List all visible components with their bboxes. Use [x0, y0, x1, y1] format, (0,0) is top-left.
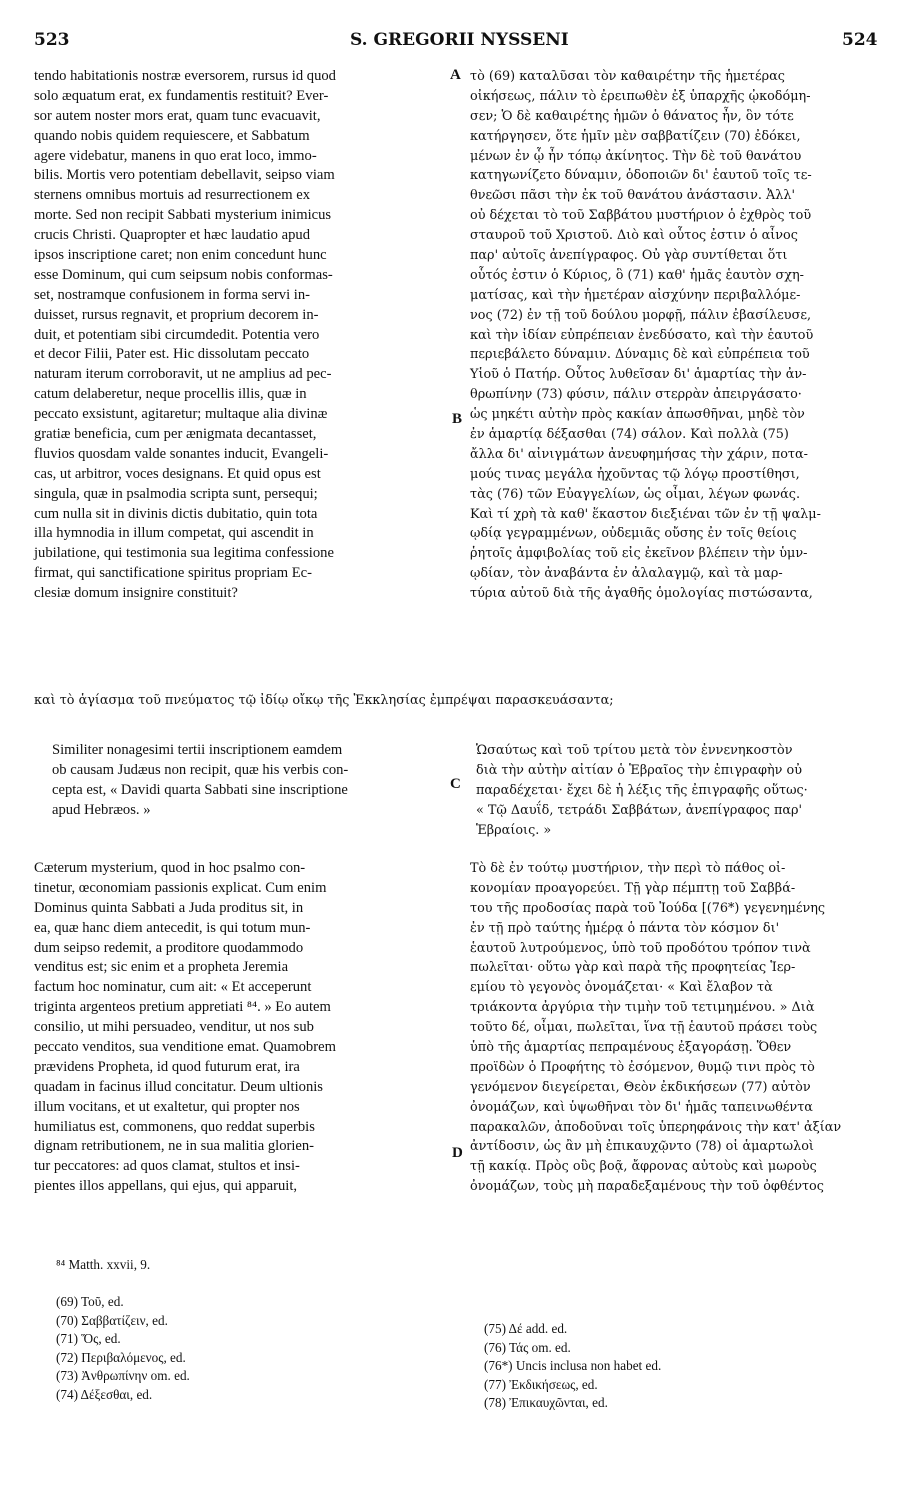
latin-column-3	[34, 859, 336, 1197]
text-line: ὀνομάζων, τοὺς μὴ παραδεξαμένους τὴν τοῦ ὀφθέντος	[470, 1179, 824, 1195]
text-line: quadam in facinus illud concitatur. Deum ultionis	[34, 1078, 323, 1095]
text-line: cum nulla sit in divinis dictis dubitatio, quin tota	[34, 505, 318, 522]
text-line: προϊδὼν ὁ Προφήτης τὸ ἐσόμενον, θυμῷ τινι πρὸς τὸ	[470, 1059, 815, 1075]
text-line: (77) Ἐκδικήσεως, ed.	[484, 1376, 598, 1392]
text-line: morte. Sed non recipit Sabbati mysterium inimicus	[34, 207, 332, 224]
text-line: εμίου τὸ γεγονὸς ὀνομάζεται· « Καὶ ἔλαβον τὰ	[470, 980, 773, 996]
text-line: duit, et potentiam sibi circumdedit. Potentia vero	[34, 326, 320, 343]
greek-column-3	[470, 859, 841, 1197]
text-line: catum delaberetur, neque procellis illis, quæ in	[34, 386, 307, 403]
text-line: (78) Ἐπικαυχῶνται, ed.	[484, 1395, 608, 1411]
scripture-footnote: ⁸⁴ Matth. xxvii, 9.	[56, 1257, 151, 1272]
text-line: κατήργησεν, ὅτε ἡμῖν μὲν σαββατίζειν (70) ἐδόκει,	[470, 128, 801, 144]
text-line: τύρια αὐτοῦ διὰ τῆς ἀγαθῆς ὁμολογίας πιστώσαντα,	[470, 586, 813, 602]
text-line: dignam retributionem, ne in sua malitia glorien-	[34, 1138, 315, 1155]
text-line: sor autem noster mors erat, quam tunc evacuavit,	[34, 107, 321, 124]
text-line: ἄλλα δι' αἰνιγμάτων ἀνευφημήσας τὴν χάριν, ποτα-	[470, 446, 808, 462]
text-line: ἀντίδοσιν, ὡς ἂν μὴ ἐπικαυχῷντο (78) οἱ ἁμαρτωλοὶ	[470, 1139, 814, 1155]
text-line: agere videbatur, manens in quo erat loco, immo-	[34, 147, 317, 164]
text-line: set, nostramque confusionem in forma servi in-	[34, 286, 310, 303]
text-line: peccato exsistunt, agitaretur; multaque alia divinæ	[34, 406, 328, 423]
text-line: et decor Filii, Pater est. Hic dissolutam peccato	[34, 346, 310, 363]
right-page-number: 524	[842, 30, 878, 50]
text-line: duisset, rursus regnavit, et proprium decorem in-	[34, 306, 319, 323]
text-line: παρακαλῶν, ἀποδοῦναι τοῖς ὑπερηφάνοις τὴν κατ' ἀξίαν	[470, 1119, 842, 1135]
text-line: ῳδίαν, τὸν ἀναβάντα ἐν ἀλαλαγμῷ, καὶ τὰ μαρ-	[470, 566, 783, 582]
text-line: ἐν τῇ πρὸ ταύτης ἡμέρᾳ ὁ πάντα τὸν κόσμον δι'	[470, 920, 780, 936]
text-line: clesiæ domum insignire constituit?	[34, 585, 238, 602]
text-line: venditus est; sic enim et a propheta Jeremia	[34, 959, 289, 976]
footnotes-right	[484, 1320, 661, 1413]
running-title: S. GREGORII NYSSENI	[350, 30, 569, 50]
text-line: (76*) Uncis inclusa non habet ed.	[484, 1358, 662, 1374]
text-line: Dominus quinta Sabbati a Juda proditus sit, in	[34, 899, 304, 916]
text-line: (69) Τοῦ, ed.	[56, 1294, 124, 1309]
text-line: sternens omnibus mortuis ad resurrectionem ex	[34, 187, 310, 204]
text-line: σταυροῦ τοῦ Χριστοῦ. Διὸ καὶ οὗτος ἐστιν ὁ αἶνος	[470, 228, 798, 244]
text-line: crucis Christi. Quapropter et hæc laudatio apud	[34, 227, 310, 244]
text-line: jubilatione, qui testimonia sua legitima confessione	[34, 545, 334, 562]
text-line: triginta argenteos pretium appretiati ⁸⁴. » Eo autem	[34, 999, 331, 1016]
text-line: ἐν ἁμαρτίᾳ δέξασθαι (74) σάλον. Καὶ πολλὰ (75)	[470, 427, 789, 443]
text-line: bilis. Mortis vero potentiam debellavit, seipso viam	[34, 167, 335, 184]
text-line: ματίσας, καὶ τὴν ἡμετέραν αἰσχύνην περιβαλλόμε-	[470, 287, 801, 303]
greek-column-1	[470, 67, 821, 604]
text-line: « Τῷ Δαυΐδ, τετράδι Σαββάτων, ἀνεπίγραφος παρ'	[476, 802, 803, 818]
text-line: prævidens Propheta, id quod futurum erat, ira	[34, 1058, 300, 1075]
text-line: (73) Ἀνθρωπίνην om. ed.	[56, 1368, 190, 1384]
text-line: Υἱοῦ ὁ Πατήρ. Οὗτος λυθεῖσαν δι' ἁμαρτίας τὴν ἀν-	[470, 367, 807, 383]
text-line: Ὡσαύτως καὶ τοῦ τρίτου μετὰ τὸν ἐννενηκοστὸν	[476, 743, 793, 758]
text-line: quando nobis quidem requiescere, et Sabbatum	[34, 127, 310, 144]
text-line: ἑαυτοῦ λυτρούμενος, ὑπὸ τοῦ προδότου τρόπον τινὰ	[470, 940, 811, 956]
text-line: οἰκήσεως, πάλιν τὸ ἐρειπωθὲν ἐξ ὑπαρχῆς ᾠκοδόμη-	[470, 88, 811, 104]
text-line: νος (72) ἐν τῇ τοῦ δούλου μορφῇ, πάλιν ἐβασίλευσε,	[470, 307, 812, 323]
text-line: (74) Δέξεσθαι, ed.	[56, 1386, 153, 1402]
text-line: Similiter nonagesimi tertii inscriptionem eamdem	[52, 742, 343, 758]
text-line: ὀνομάζων, καὶ ὑψωθῆναι τὸν δι' ἡμᾶς ταπεινωθέντα	[470, 1099, 813, 1115]
text-line: μένων ἐν ᾧ ἦν τόπῳ ἀκίνητος. Τὴν δὲ τοῦ θανάτου	[470, 148, 802, 164]
latin-column-2	[52, 741, 348, 821]
text-line: solo æquatum erat, ex fundamentis restituit? Ever-	[34, 87, 329, 104]
text-line: τῇ κακίᾳ. Πρὸς οὓς βοᾷ, ἄφρονας αὐτοὺς καὶ μωροὺς	[470, 1159, 817, 1175]
text-line: ῥητοῖς ἀμφιβολίας τοῦ εἰς ἐκεῖνον βλέπειν τὴν ὑμν-	[470, 546, 808, 562]
text-line: illa hymnodia in illum competat, qui ascendit in	[34, 525, 314, 542]
text-line: illum vocitans, et ut exaltetur, qui propter nos	[34, 1098, 300, 1115]
text-line: ὡς μηκέτι αὐτὴν πρὸς κακίαν ἀπωσθῆναι, μηδὲ τὸν	[470, 407, 805, 423]
text-line: consilio, ut mihi persuadeo, venditur, ut nos sub	[34, 1019, 314, 1036]
text-line: humiliatus est, commonens, quo reddat superbis	[34, 1118, 315, 1135]
text-line: κατηγωνίζετο δύναμιν, ὁδοποιῶν δι' ἑαυτοῦ τοῖς τε-	[470, 168, 812, 184]
text-line: dum seipso redemit, a proditore quodammodo	[34, 939, 304, 956]
text-line: cepta est, « Davidi quarta Sabbati sine inscriptione	[52, 781, 348, 798]
text-line: esse Dominum, qui cum seipsum nobis conformas-	[34, 266, 333, 283]
text-line: singula, quæ in psalmodia scripta sunt, persequi;	[34, 485, 318, 502]
text-line: ῳδίᾳ γεγραμμένων, οὐδεμιᾶς οὔσης ἐν τοῖς θείοις	[470, 526, 797, 542]
greek-column-2	[476, 741, 808, 840]
text-line: θνεῶσι πᾶσι τὴν ἐκ τοῦ θανάτου ἀνάστασιν. Ἀλλ'	[470, 188, 795, 204]
text-line: factum hoc nominatur, cum ait: « Et acceperunt	[34, 979, 312, 996]
text-line: γενόμενον διεγείρεται, Θεὸν ἐκδικήσεων (77) αὐτὸν	[470, 1079, 811, 1095]
text-line: Ἑβραίοις. »	[476, 822, 552, 838]
text-line: ob causam Judæus non recipit, quæ his verbis con-	[52, 761, 349, 778]
text-line: (72) Περιβαλόμενος, ed.	[56, 1349, 186, 1365]
greek-span-line: καὶ τὸ ἁγίασμα τοῦ πνεύματος τῷ ἰδίῳ οἴκῳ τῆς Ἐκκλησίας ἐμπρέψαι παρασκευάσαντα;	[34, 693, 614, 708]
text-line: Καὶ τί χρὴ τὰ καθ' ἕκαστον διεξιέναι τῶν ἐν τῇ ψαλμ-	[470, 506, 821, 522]
text-line: του τῆς προδοσίας παρὰ τοῦ Ἰούδα [(76*) γεγενημένης	[470, 900, 826, 916]
marker-c: C	[450, 776, 461, 792]
text-line: naturam iterum corroboravit, ut ne amplius ad pec-	[34, 366, 332, 383]
text-line: pientes illos appellans, qui ejus, qui apparuit,	[34, 1178, 298, 1195]
text-line: οὗτός ἐστιν ὁ Κύριος, ὃ (71) καθ' ἡμᾶς ἑαυτὸν σχη-	[470, 267, 805, 283]
text-line: firmat, qui sanctificatione spiritus propriam Ec-	[34, 565, 313, 582]
text-line: tinetur, œconomiam passionis explicat. Cum enim	[34, 879, 327, 896]
left-page-number: 523	[34, 30, 70, 50]
text-line: καὶ τὴν ἰδίαν εὐπρέπειαν ἐνεδύσατο, καὶ τὴν ἑαυτοῦ	[470, 327, 814, 343]
text-line: τριάκοντα ἀργύρια τὴν τιμὴν τοῦ τετιμημένου. » Διὰ	[470, 1000, 815, 1016]
marker-d: D	[452, 1145, 463, 1161]
text-line: fluvios quosdam valde sonantes inducit, Evangeli-	[34, 445, 329, 462]
text-line: παρ' αὐτοῖς ἀνεπίγραφος. Οὐ γὰρ συντίθεται ὅτι	[470, 248, 788, 264]
text-line: παραδέχεται· ἔχει δὲ ἡ λέξις τῆς ἐπιγραφῆς οὕτως·	[476, 782, 808, 798]
latin-column-1	[34, 67, 336, 604]
text-line: περιεβάλετο δύναμιν. Δύναμις δὲ καὶ εὐπρέπεια τοῦ	[470, 347, 810, 363]
text-line: μούς τινας μεγάλα ἠχοῦντας τῷ λόγῳ προστίθησι,	[470, 466, 800, 482]
text-line: (76) Τάς om. ed.	[484, 1339, 571, 1355]
text-line: Τὸ δὲ ἐν τούτῳ μυστήριον, τὴν περὶ τὸ πάθος οἰ-	[470, 861, 786, 876]
text-line: θρωπίνην (73) φύσιν, πάλιν στερρὰν ἀπειργάσατο·	[470, 387, 802, 403]
text-line: tur peccatores: ad quos clamat, stultos et insi-	[34, 1158, 300, 1175]
marker-b: B	[452, 411, 463, 427]
text-line: (70) Σαββατίζειν, ed.	[56, 1312, 168, 1328]
text-line: τὰς (76) τῶν Εὐαγγελίων, ὡς οἶμαι, λέγων φωνάς.	[470, 486, 801, 502]
text-line: διὰ τὴν αὐτὴν αἰτίαν ὁ Ἑβραῖος τὴν ἐπιγραφὴν οὐ	[476, 762, 803, 778]
text-line: σεν; Ὁ δὲ καθαιρέτης ἡμῶν ὁ θάνατος ἦν, ὃν τότε	[470, 108, 794, 124]
text-line: gratiæ beneficia, cum per ænigmata decantasset,	[34, 426, 317, 443]
footnotes-left	[56, 1293, 190, 1405]
text-line: ὑπὸ τῆς ἁμαρτίας πεπραμένους ἐξαγοράσῃ. Ὅθεν	[470, 1040, 792, 1056]
marker-a: A	[450, 67, 461, 83]
text-line: ea, quæ hanc diem antecedit, is qui totum mun-	[34, 919, 311, 936]
text-line: τοῦτο δέ, οἶμαι, πωλεῖται, ἵνα τῇ ἑαυτοῦ πράσει τοὺς	[470, 1020, 818, 1036]
text-line: tendo habitationis nostræ eversorem, rursus id quod	[34, 68, 336, 84]
text-line: πωλεῖται· οὕτω γὰρ καὶ παρὰ τῆς προφητείας Ἱερ-	[470, 960, 796, 976]
text-line: Cæterum mysterium, quod in hoc psalmo con-	[34, 860, 306, 876]
text-line: οὐ δέχεται τὸ τοῦ Σαββάτου μυστήριον ὁ ἐχθρὸς τοῦ	[470, 208, 812, 224]
text-line: (75) Δέ add. ed.	[484, 1321, 568, 1336]
text-line: κονομίαν προαγορεύει. Τῇ γὰρ πέμπτῃ τοῦ Σαββά-	[470, 880, 796, 896]
text-line: apud Hebræos. »	[52, 801, 151, 818]
text-line: peccato venditos, sua venditione emat. Quamobrem	[34, 1039, 336, 1056]
text-line: (71) Ὅς, ed.	[56, 1331, 121, 1347]
text-line: ipsos inscriptione caret; non enim concedunt hunc	[34, 247, 327, 264]
text-line: τὸ (69) καταλῦσαι τὸν καθαιρέτην τῆς ἡμετέρας	[470, 69, 785, 84]
text-line: cas, ut arbitror, voces designans. Et quid opus est	[34, 465, 321, 482]
